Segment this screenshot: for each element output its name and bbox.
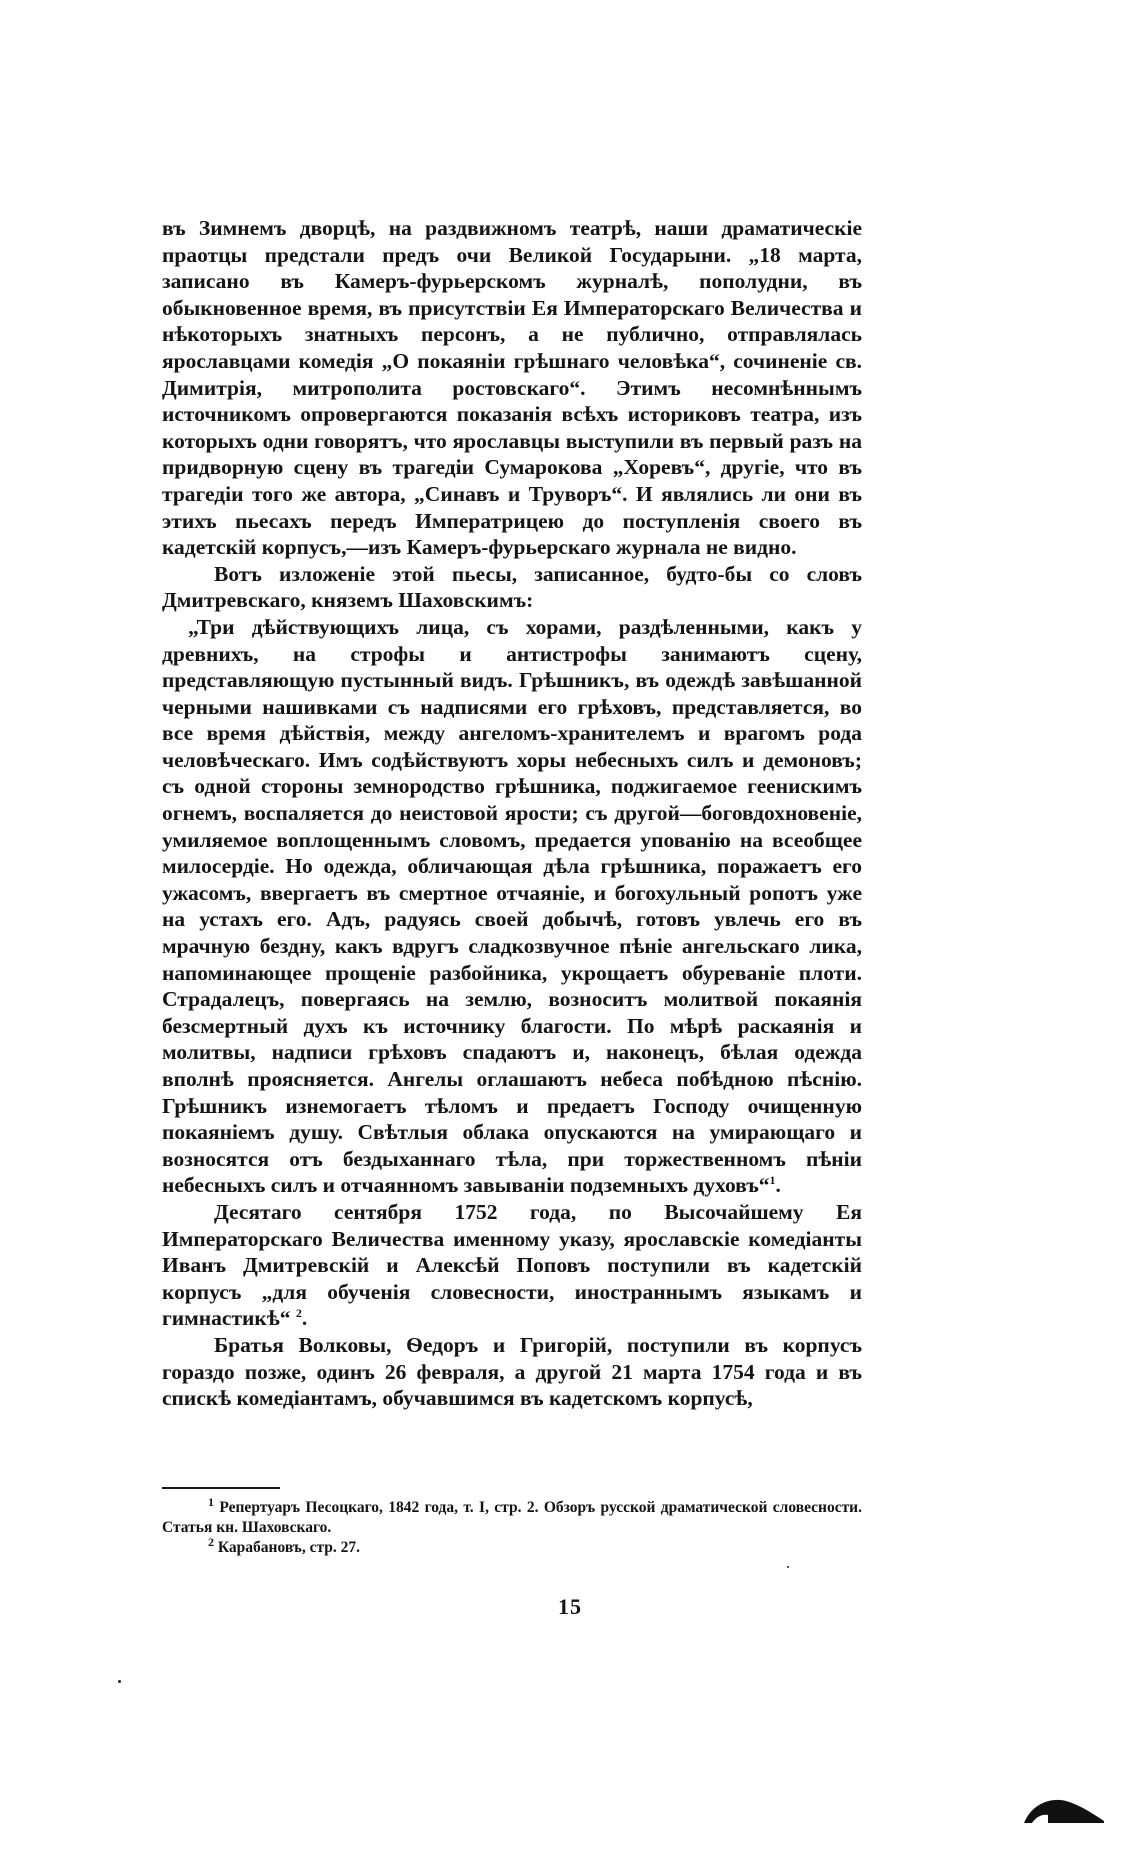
scan-speck [118,1680,121,1683]
paragraph-september-1752 [162,1199,862,1332]
footnote-item [162,1534,862,1558]
sentence-end: . [301,1306,308,1331]
footnote-item [162,1494,862,1538]
main-text [162,215,862,1412]
paragraph-text: „Три дѣйствующихъ лица, съ хорами, раздѣленными, какъ у древнихъ, на строфы и антистрофы занимаютъ сцену, представляющую пустынный видъ. Грѣшникъ, въ одеждѣ завѣшанной черными нашивками съ надписями его грѣховъ, представляется, во все время дѣйствія, между ангеломъ-хранителемъ и врагомъ рода человѣческаго. Имъ содѣйствуютъ хоры небесныхъ силъ и демоновъ; съ одной стороны земнородство грѣшника, поджигаемое геенискимъ огнемъ, воспаляется до неистовой ярости; съ другой—боговдохновеніе, умиляемое воплощеннымъ словомъ, предается упованію на всеобщее милосердіе. Но одежда, обличающая дѣла грѣшника, поражаетъ его ужасомъ, ввергаетъ въ смертное отчаяніе, и богохульный ропотъ уже на устахъ его. Адъ, радуясь своей добычѣ, готовъ увлечь его въ мрачную бездну, какъ вдругъ сладкозвучное пѣніе ангельскаго лика, напоминающее прощеніе разбойника, укрощаетъ обуреваніе плоти. Страдалецъ, повергаясь на землю, возноситъ молитвой покаянія безсмертный духъ къ источнику благости. По мѣрѣ раскаянія и молитвы, надписи грѣховъ спадаютъ и, наконецъ, бѣлая одежда вполнѣ проясняется. Ангелы оглашаютъ небеса побѣдною пѣснію. Грѣшникъ изнемогаетъ тѣломъ и предаетъ Господу очищенную покаяніемъ душу. Свѣтлыя облака опускаются на умирающаго и возносятся отъ бездыханнаго тѣла, при торжественномъ пѣніи небесныхъ силъ и отчаянномъ завываніи подземныхъ духовъ“ [162,614,862,1198]
footnote-divider [162,1487,280,1489]
paragraph-text: Десятаго сентября 1752 года, по Высочайшему Ея Императорскаго Величества именному указу, ярославскіе комедіанты Иванъ Дмитревскій и Алексѣй Поповъ поступили въ кадетскій корпусъ „для обученія словесности, иностраннымъ языкамъ и гимнастикѣ“ [162,1199,862,1331]
paragraph-quotation [162,614,862,1199]
footnote-marker: 1 [208,1494,214,1509]
paragraph-text: въ Зимнемъ дворцѣ, на раздвижномъ театрѣ, наши драматическіе праотцы предстали предъ очи Великой Государыни. „18 марта, записано въ Камеръ-фурьерскомъ журналѣ, пополудни, въ обыкновенное время, въ присутствіи Ея Императорскаго Величества и нѣкоторыхъ знатныхъ персонъ, а не публично, отправлялась ярославцами комедія „О покаяніи грѣшнаго человѣка“, сочиненіе св. Димитрія, митрополита ростовскаго“. Этимъ несомнѣннымъ источникомъ опровергаются показанія всѣхъ историковъ театра, изъ которыхъ одни говорятъ, что ярославцы выступили въ первый разъ на придворную сцену въ трагедіи Сумарокова „Хоревъ“, другіе, что въ трагедіи того же автора, „Синавъ и Труворъ“. И являлись ли они въ этихъ пьесахъ передъ Императрицею до поступленія своего въ кадетскій корпусъ,—изъ Камеръ-фурьерскаго журнала не видно. [162,216,862,560]
scan-corner-mark [1022,1793,1104,1823]
page-number: 15 [558,1594,582,1619]
footnote-text: Репертуаръ Песоцкаго, 1842 года, т. I, стр. 2. Обзоръ русской драматической словесности. Статья кн. Шаховскаго. [162,1499,862,1536]
paragraph-continued [162,215,862,561]
scan-speck [787,1566,789,1568]
footnote-ref: 2 [295,1306,302,1321]
footnote-marker: 2 [208,1534,214,1549]
footnote-ref: 1 [769,1173,776,1188]
paragraph-text: Братья Волковы, Ѳедоръ и Григорій, поступили въ корпусъ гораздо позже, одинъ 26 февраля, а другой 21 марта 1754 года и въ спискѣ комедіантамъ, обучавшимся въ кадетскомъ корпусѣ, [162,1332,862,1411]
sentence-end: . [775,1173,781,1198]
footnote-text: Карабановъ, стр. 27. [217,1539,361,1556]
footnotes [162,1494,862,1558]
paragraph-volkov-brothers [162,1332,862,1412]
paragraph-pieces-intro [162,561,862,614]
paragraph-text: Вотъ изложеніе этой пьесы, записанное, будто-бы со словъ Дмитревскаго, княземъ Шаховскимъ: [162,561,862,613]
